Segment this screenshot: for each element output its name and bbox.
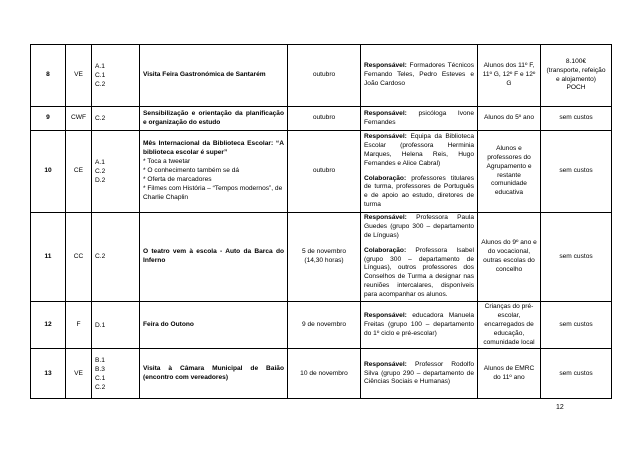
row-codes xyxy=(92,349,140,399)
responsible-label: Responsável: xyxy=(364,360,407,368)
row-codes xyxy=(92,45,140,107)
row-domain: F xyxy=(66,302,92,349)
activity-title: Visita Feira Gastronómica de Santarém xyxy=(143,71,266,79)
activities-table xyxy=(30,44,612,399)
table-row xyxy=(31,131,612,213)
responsible-text: Professora Paula Guedes (grupo 300 – departamento de Línguas) xyxy=(364,214,474,239)
responsible-label: Responsável: xyxy=(364,214,407,221)
row-target: Alunos e professores do Agrupamento e restante comunidade educativa xyxy=(478,131,541,213)
row-domain: VE xyxy=(66,349,92,399)
row-cost: 8.100€ (transporte, refeição e alojamento) POCH xyxy=(541,45,612,107)
responsible-label: Responsável: xyxy=(364,62,407,70)
activity-code: D.2 xyxy=(95,177,106,185)
row-responsible xyxy=(361,107,478,131)
responsible-label: Responsável: xyxy=(364,132,407,140)
row-codes xyxy=(92,107,140,131)
row-number: 12 xyxy=(31,302,66,349)
activity-code: C.2 xyxy=(95,253,106,261)
activity-code: C.2 xyxy=(95,384,106,392)
row-date: outubro xyxy=(288,131,361,213)
row-responsible xyxy=(361,349,478,399)
row-cost: sem custos xyxy=(541,107,612,131)
activity-title: Sensibilização e orientação da planificação e organização do estudo xyxy=(143,109,284,126)
collab-label: Colaboração: xyxy=(364,174,407,182)
activity-title: Mês Internacional da Biblioteca Escolar: “A biblioteca escolar é super” xyxy=(143,140,284,157)
row-date: outubro xyxy=(288,107,361,131)
responsible-label: Responsável: xyxy=(364,109,407,117)
row-codes xyxy=(92,302,140,349)
activity-code: C.1 xyxy=(95,71,106,79)
row-date: 10 de novembro xyxy=(288,349,361,399)
row-responsible xyxy=(361,45,478,107)
row-number: 10 xyxy=(31,131,66,213)
row-cost: sem custos xyxy=(541,302,612,349)
activity-title: Feira do Outono xyxy=(143,320,194,328)
table-row xyxy=(31,302,612,349)
row-activity xyxy=(140,349,288,399)
table-row xyxy=(31,349,612,399)
activity-code: C.2 xyxy=(95,167,106,175)
collab-label: Colaboração: xyxy=(364,246,407,254)
row-target: Alunos dos 11º F, 11º G, 12º F e 12º G xyxy=(478,45,541,107)
activity-code: C.2 xyxy=(95,81,106,89)
row-target: Alunos do 9º ano e do vocacional, outras escolas do concelho xyxy=(478,213,541,302)
activity-code: B.1 xyxy=(95,356,105,364)
activity-title: Visita à Câmara Municipal de Baião (encontro com vereadores) xyxy=(143,365,284,381)
row-number: 11 xyxy=(31,213,66,302)
row-cost: sem custos xyxy=(541,131,612,213)
activity-code: B.3 xyxy=(95,365,105,373)
row-responsible xyxy=(361,213,478,302)
row-domain: CE xyxy=(66,131,92,213)
row-cost: sem custos xyxy=(541,213,612,302)
responsible-text: educadora Manuela Freitas (grupo 100 – departamento do 1º ciclo e pré-escolar) xyxy=(364,311,474,337)
row-date: 5 de novembro (14,30 horas) xyxy=(288,213,361,302)
row-number: 8 xyxy=(31,45,66,107)
activity-code: A.1 xyxy=(95,158,105,166)
row-date: 9 de novembro xyxy=(288,302,361,349)
activity-item: * Oferta de marcadores xyxy=(143,175,212,183)
row-activity xyxy=(140,45,288,107)
row-number: 13 xyxy=(31,349,66,399)
activity-code: C.2 xyxy=(95,114,106,122)
row-codes xyxy=(92,131,140,213)
row-cost: sem custos xyxy=(541,349,612,399)
activity-item: * Filmes com História – “Tempos modernos”, de Charlie Chaplin xyxy=(143,184,283,201)
row-activity xyxy=(140,302,288,349)
responsible-text: Formadores Técnicos Fernando Teles, Pedro Esteves e João Cardoso xyxy=(364,62,474,87)
collab-text: professores titulares de turma, professores de Português e de apoio ao estudo, diretores de turma xyxy=(364,174,474,209)
activity-code: C.1 xyxy=(95,374,106,382)
table-row xyxy=(31,107,612,131)
table-row xyxy=(31,45,612,107)
responsible-text: Professor Rodolfo Silva (grupo 290 – departamento de Ciências Sociais e Humanas) xyxy=(364,360,474,386)
responsible-text: Equipa da Biblioteca Escolar (professora Herminia Marques, Helena Reis, Hugo Fernandes e Alice Cabral) xyxy=(364,132,474,167)
row-domain: VE xyxy=(66,45,92,107)
activity-item: * Toca a tweetar xyxy=(143,158,191,166)
row-target: Crianças do pré-escolar, encarregados de educação, comunidade local xyxy=(478,302,541,349)
row-domain: CC xyxy=(66,213,92,302)
responsible-text: psicóloga Ivone Fernandes xyxy=(364,109,474,126)
row-activity xyxy=(140,107,288,131)
activity-code: A.1 xyxy=(95,62,105,70)
row-target: Alunos de EMRC do 11º ano xyxy=(478,349,541,399)
row-codes xyxy=(92,213,140,302)
row-date: outubro xyxy=(288,45,361,107)
activity-item: * O conhecimento também se dá xyxy=(143,167,240,175)
row-activity xyxy=(140,213,288,302)
responsible-label: Responsável: xyxy=(364,311,407,319)
table-row xyxy=(31,213,612,302)
row-target: Alunos do 5º ano xyxy=(478,107,541,131)
collab-text: Professora Isabel (grupo 300 – departamento de Línguas), outros professores dos Conselhos de Turma a designar nas reuniões intercalares, disponíveis para acompanhar os alunos. xyxy=(364,246,474,299)
activity-title: O teatro vem à escola - Auto da Barca do Inferno xyxy=(143,248,284,264)
row-activity xyxy=(140,131,288,213)
activity-code: D.1 xyxy=(95,321,106,329)
row-responsible xyxy=(361,131,478,213)
page-number: 12 xyxy=(556,404,564,411)
row-domain: CWF xyxy=(66,107,92,131)
row-responsible xyxy=(361,302,478,349)
row-number: 9 xyxy=(31,107,66,131)
